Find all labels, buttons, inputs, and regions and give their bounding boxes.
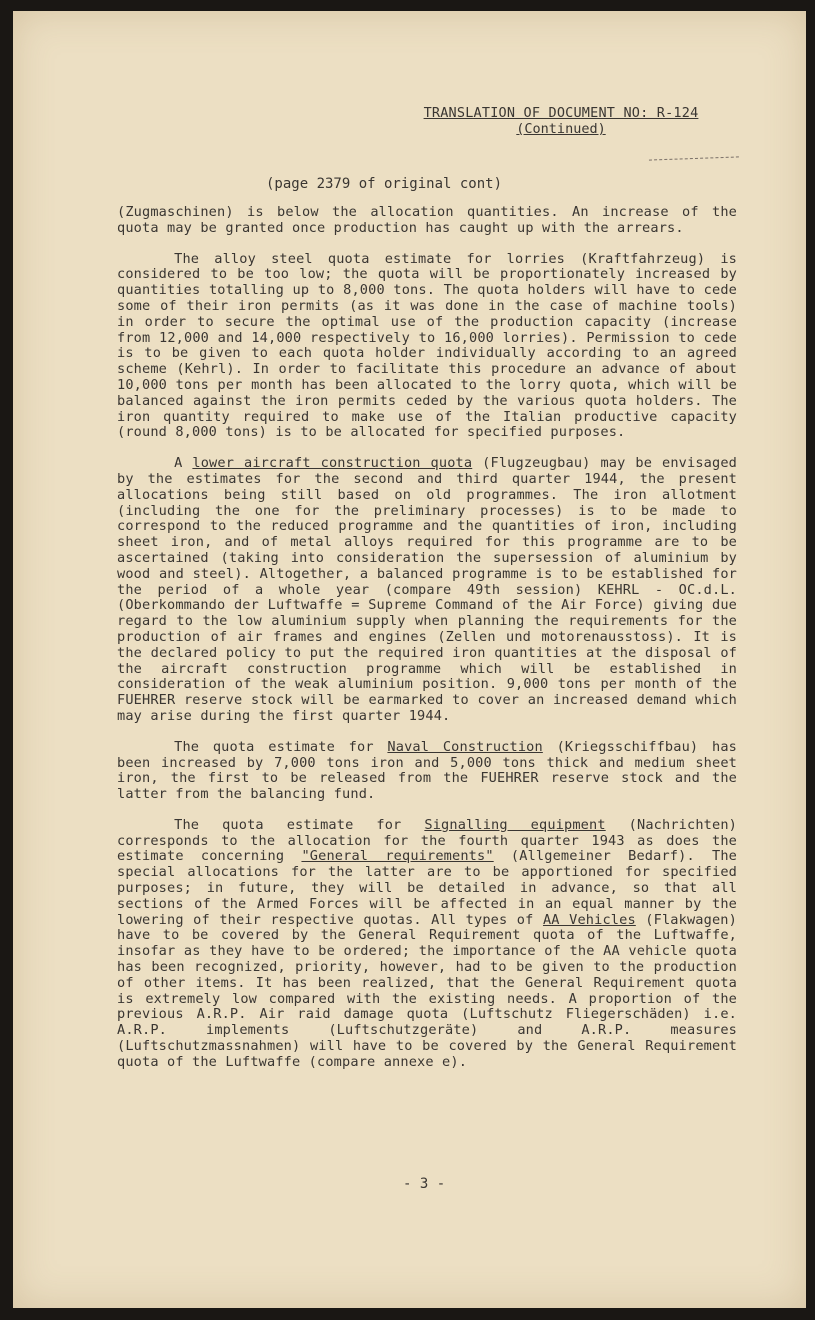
continued-label: (Continued) [516,121,606,137]
underlined-term-aircraft: lower aircraft construction quota [192,455,473,472]
paragraph-5 [117,818,737,1071]
underlined-term-general: "General requirements" [301,848,494,865]
text-span: (Allgemeiner Bedarf). The special allocations for the latter are to be apportioned for specified purposes; in future, they will be detailed in advance, so that all sections of the Armed Forces will be affected in an equal manner by the lowering of their respective quotas. All types of [117,848,738,928]
underlined-term-aa-vehicles: AA Vehicles [542,911,636,928]
translation-title: TRANSLATION OF DOCUMENT NO: R-124 [423,105,699,121]
document-page [13,11,806,1308]
document-header [356,105,766,137]
text-span: (Flakwagen) have to be covered by the General Requirement quota of the Luftwaffe, insofar as they have to be ordered; the importance of the AA vehicle quota has been recognized, priority, however, had to be given to the production of other items. It has been realized, that the General Requirement quota is extremely low compared with the existing needs. A proportion of the previous A.R.P. Air raid damage quota (Luftschutz Fliegerschäden) i.e. A.R.P. implements (Luftschutzgeräte) and A.R.P. measures (Luftschutzmassnahmen) will have to be covered by the General Requirement quota of the Luftwaffe (compare annexe e). [117,911,737,1070]
paragraph-1: (Zugmaschinen) is below the allocation quantities. An increase of the quota may be granted once production has caught up with the arrears. [117,204,737,236]
underlined-term-naval: Naval Construction [387,738,543,755]
text-span: (Flugzeugbau) may be envisaged by the estimates for the second and third quarter 1944, the present allocations being still based on old programmes. The iron allotment (including the one for the preliminary processes) is to be made to correspond to the reduced programme and the quantities of iron, including sheet iron, and of metal alloys required for this programme are to be ascertained (taking into consideration the supersession of aluminium by wood and steel). Altogether, a balanced programme is to be established for the period of a whole year (compare 49th session) KEHRL - OC.d.L. (Oberkommando der Luftwaffe = Supreme Command of the Air Force) giving due regard to the low aluminium supply when planning the requirements for the production of air frames and engines (Zellen und motorenausstoss). It is the declared policy to put the required iron quantities at the disposal of the aircraft construction programme which will be established in consideration of the weak aluminium position. 9,000 tons per month of the FUEHRER reserve stock will be earmarked to cover an increased demand which may arise during the first quarter 1944. [117,455,738,724]
text-span: A [174,455,193,472]
page-number: - 3 - [403,1176,446,1192]
text-span: The quota estimate for [174,816,425,833]
document-body [117,205,737,1086]
page-reference: (page 2379 of original cont) [266,176,503,192]
pencil-mark [649,156,739,164]
underlined-term-signalling: Signalling equipment [424,816,606,833]
paragraph-2: The alloy steel quota estimate for lorries (Kraftfahrzeug) is considered to be too low; the quota will be proportionately increased by quantities totalling up to 8,000 tons. The quota holders will have to cede some of their iron permits (as it was done in the case of machine tools) in order to secure the optimal use of the production capacity (increase from 12,000 and 14,000 respectively to 16,000 lorries). Permission to cede is to be given to each quota holder individually according to an agreed scheme (Kehrl). In order to facilitate this procedure an advance of about 10,000 tons per month has been allocated to the lorry quota, which will be balanced against the iron permits ceded by the various quota holders. The iron quantity required to make use of the Italian productive capacity (round 8,000 tons) is to be allocated for specified purposes. [117,250,737,441]
text-span: (Kriegsschiffbau) has been increased by 7,000 tons iron and 5,000 tons thick and medium sheet iron, the first to be released from the FUEHRER reserve stock and the latter from the balancing fund. [117,738,738,803]
paragraph-3 [117,456,737,725]
paragraph-4 [117,740,737,803]
text-span: The quota estimate for [174,738,388,755]
text-span: (Nachrichten) corresponds to the allocation for the fourth quarter 1943 as does the estimate concerning [117,816,738,865]
